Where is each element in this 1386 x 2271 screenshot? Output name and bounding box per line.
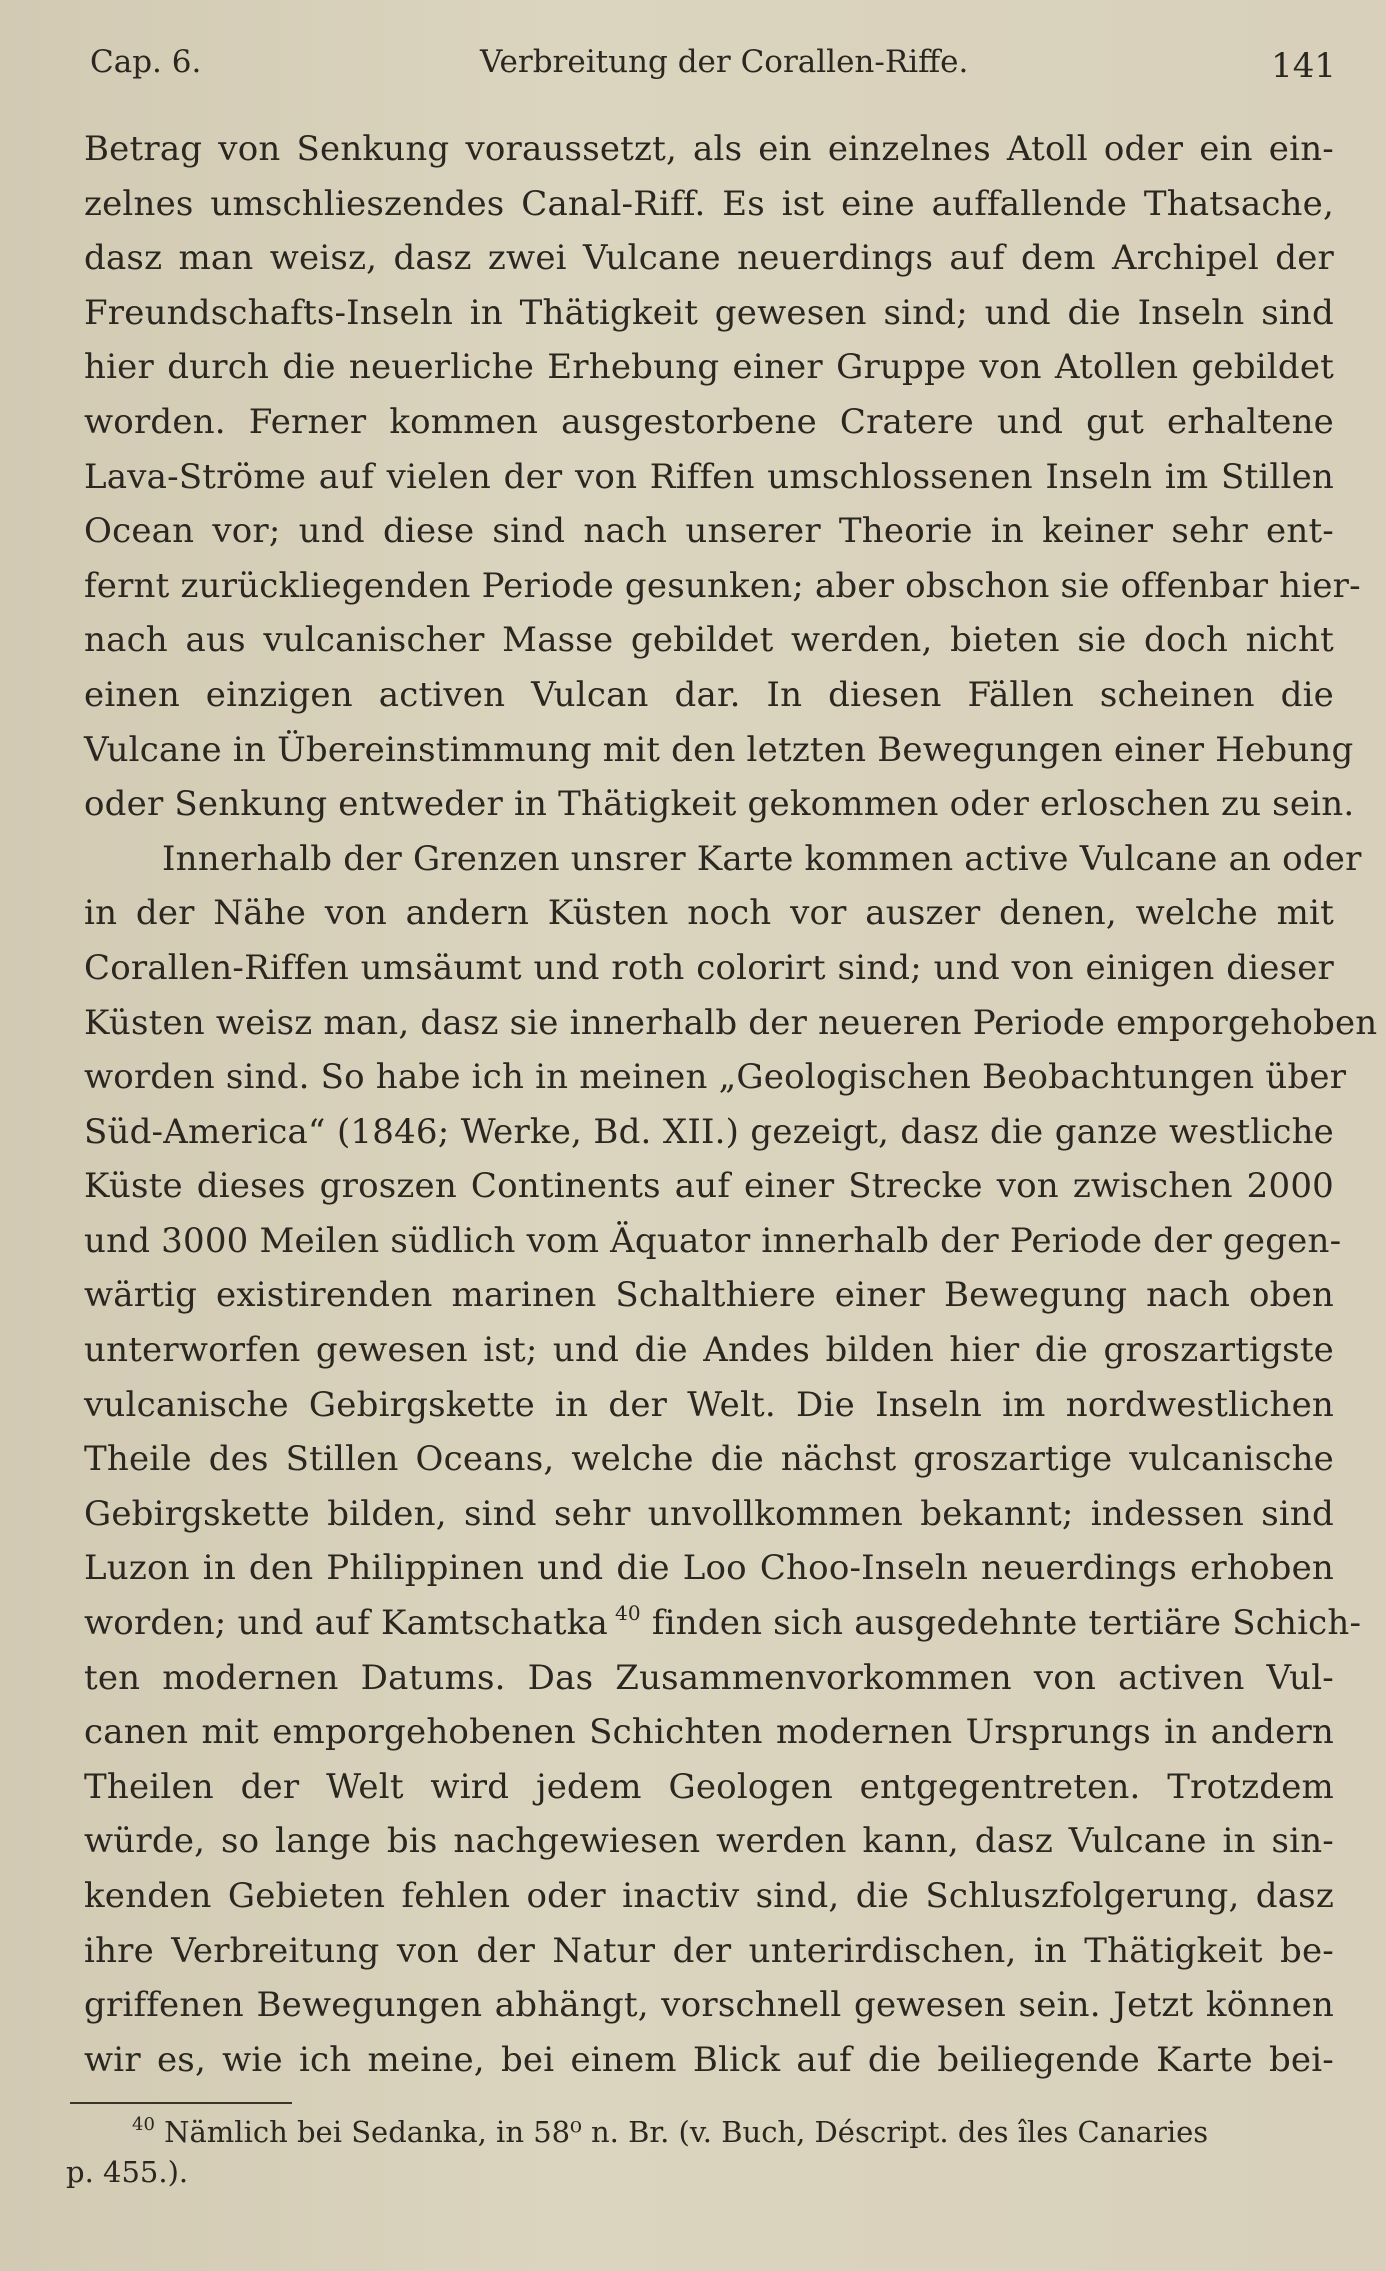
text-line: ihre Verbreitung von der Natur der unterirdischen, in Thätigkeit be- <box>84 1930 1334 1971</box>
text-line: Luzon in den Philippinen und die Loo Choo-Inseln neuerdings erhoben <box>84 1548 1334 1589</box>
running-header <box>90 44 1336 94</box>
footnote-divider <box>70 2102 292 2104</box>
text-line: Küsten weisz man, dasz sie innerhalb der neueren Periode emporgehoben <box>84 1002 1378 1043</box>
text-line: hier durch die neuerliche Erhebung einer Gruppe von Atollen gebildet <box>84 347 1334 388</box>
text-line: unterworfen gewesen ist; und die Andes bilden hier die groszartigste <box>84 1330 1334 1371</box>
text-line: Vulcane in Übereinstimmung mit den letzten Bewegungen einer Hebung <box>84 729 1354 770</box>
text-line: zelnes umschlieszendes Canal-Riff. Es ist eine auffallende Thatsache, <box>84 183 1334 224</box>
text-line: Betrag von Senkung voraussetzt, als ein einzelnes Atoll oder ein ein- <box>84 129 1334 169</box>
text-line: und 3000 Meilen südlich vom Äquator innerhalb der Periode der gegen- <box>84 1220 1342 1261</box>
text-line: kenden Gebieten fehlen oder inactiv sind, die Schluszfolgerung, dasz <box>84 1876 1334 1916</box>
text-segment: finden sich ausgedehnte tertiäre Schich- <box>640 1603 1362 1644</box>
text-line: dasz man weisz, dasz zwei Vulcane neuerdings auf dem Archipel der <box>84 238 1334 279</box>
text-line: nach aus vulcanischer Masse gebildet werden, bieten sie doch nicht <box>84 620 1334 661</box>
body-text <box>84 122 1378 2087</box>
text-segment: worden; und auf Kamtschatka <box>84 1603 608 1644</box>
paragraph-start-line: Innerhalb der Grenzen unsrer Karte kommen active Vulcane an oder <box>162 838 1362 879</box>
running-title: Verbreitung der Corallen-Riffe. <box>480 44 969 80</box>
text-line: Gebirgskette bilden, sind sehr unvollkommen bekannt; indessen sind <box>84 1493 1334 1534</box>
footnote-text: Nämlich bei Sedanka, in 58⁰ n. Br. (v. Buch, Déscript. des îles Canaries <box>154 2115 1209 2149</box>
text-line: würde, so lange bis nachgewiesen werden kann, dasz Vulcane in sin- <box>84 1821 1334 1862</box>
footnote-marker: 40 <box>132 2114 155 2135</box>
text-line: Ocean vor; und diese sind nach unserer Theorie in keiner sehr ent- <box>84 511 1334 552</box>
text-line: einen einzigen activen Vulcan dar. In diesen Fällen scheinen die <box>84 674 1334 715</box>
footnote-line <box>66 2112 1306 2152</box>
text-line: wärtig existirenden marinen Schalthiere einer Bewegung nach oben <box>84 1275 1334 1316</box>
text-line: Theilen der Welt wird jedem Geologen entgegentreten. Trotzdem <box>84 1766 1334 1807</box>
text-line: worden. Ferner kommen ausgestorbene Cratere und gut erhaltene <box>84 401 1334 442</box>
text-line: Lava-Ströme auf vielen der von Riffen umschlossenen Inseln im Stillen <box>84 456 1334 497</box>
text-line: ten modernen Datums. Das Zusammenvorkommen von activen Vul- <box>84 1657 1334 1698</box>
text-line: wir es, wie ich meine, bei einem Blick auf die beiliegende Karte bei- <box>84 2039 1334 2080</box>
text-line: Küste dieses groszen Continents auf einer Strecke von zwischen 2000 <box>84 1166 1334 1207</box>
text-line: worden sind. So habe ich in meinen „Geologischen Beobachtungen über <box>84 1057 1347 1098</box>
text-line: canen mit emporgehobenen Schichten modernen Ursprungs in andern <box>84 1712 1334 1753</box>
page-number: 141 <box>1271 46 1336 86</box>
text-line: vulcanische Gebirgskette in der Welt. Die Inseln im nordwestlichen <box>84 1384 1334 1425</box>
footnote-line: p. 455.). <box>66 2155 189 2189</box>
text-line: fernt zurückliegenden Periode gesunken; aber obschon sie offenbar hier- <box>84 565 1361 606</box>
text-line-with-footnote-ref <box>84 1596 1362 1651</box>
text-line: Corallen-Riffen umsäumt und roth colorirt sind; und von einigen dieser <box>84 947 1334 988</box>
text-line: oder Senkung entweder in Thätigkeit gekommen oder erloschen zu sein. <box>84 784 1355 825</box>
text-line: Theile des Stillen Oceans, welche die nächst groszartige vulcanische <box>84 1439 1334 1480</box>
text-line: Süd-America“ (1846; Werke, Bd. XII.) gezeigt, dasz die ganze westliche <box>84 1111 1334 1152</box>
footnote-ref-marker: 40 <box>614 1601 641 1626</box>
footnote <box>66 2112 1306 2192</box>
text-line: griffenen Bewegungen abhängt, vorschnell gewesen sein. Jetzt können <box>84 1985 1334 2026</box>
chapter-label: Cap. 6. <box>90 44 202 80</box>
text-line: in der Nähe von andern Küsten noch vor auszer denen, welche mit <box>84 893 1334 934</box>
text-line: Freundschafts-Inseln in Thätigkeit gewesen sind; und die Inseln sind <box>84 292 1334 333</box>
